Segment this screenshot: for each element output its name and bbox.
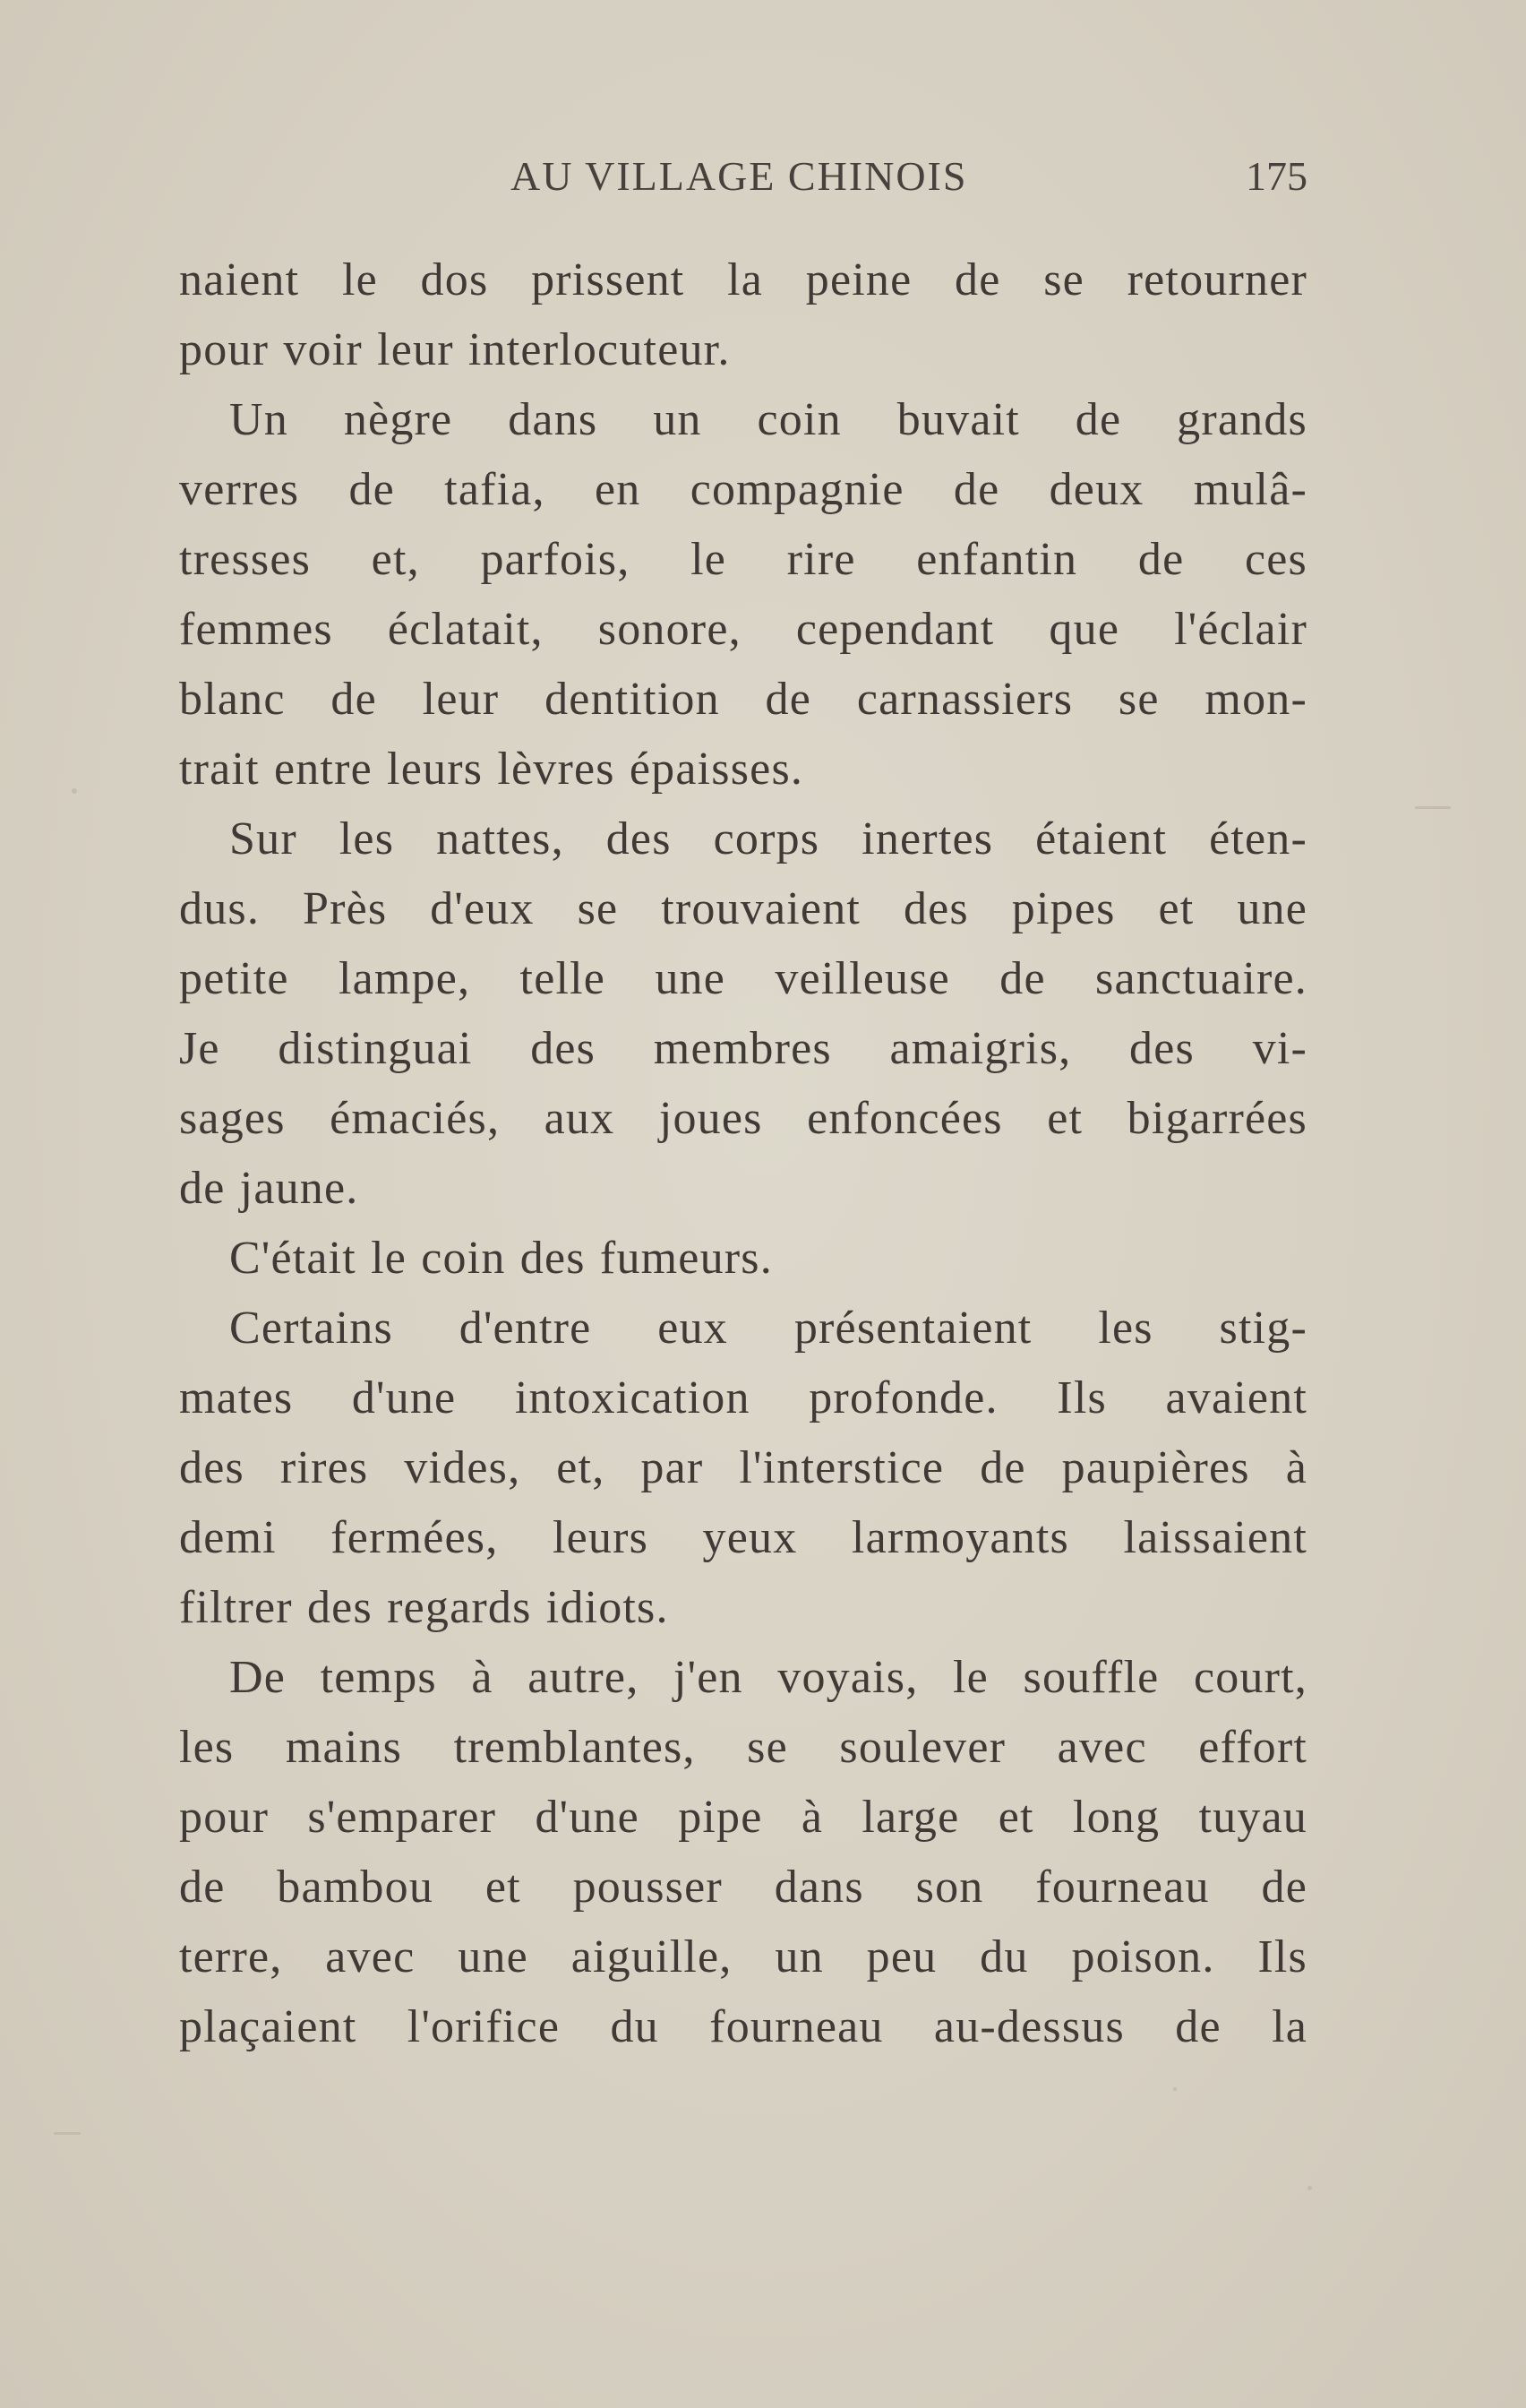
text-line: naient le dos prissent la peine de se retourner [179,254,1307,305]
text-line: verres de tafia, en compagnie de deux mulâ- [179,464,1307,515]
text-line: filtrer des regards idiots. [179,1582,669,1633]
text-line: Un nègre dans un coin buvait de grands [229,394,1307,445]
text-line: trait entre leurs lèvres épaisses. [179,744,804,795]
text-line: femmes éclatait, sonore, cependant que l'éclair [179,604,1307,655]
text-line: demi fermées, leurs yeux larmoyants laissaient [179,1512,1307,1563]
text-line: De temps à autre, j'en voyais, le souffle court, [229,1652,1307,1703]
paper-speck [1173,2087,1177,2091]
paper-speck [1415,806,1451,809]
text-line: Certains d'entre eux présentaient les stig- [229,1303,1307,1354]
text-line: sages émaciés, aux joues enfoncées et bigarrées [179,1093,1307,1144]
text-line: de jaune. [179,1163,359,1214]
paper-speck [1307,2186,1312,2190]
text-line: de bambou et pousser dans son fourneau de [179,1862,1307,1913]
running-head [179,152,1307,215]
text-line: petite lampe, telle une veilleuse de sanctuaire. [179,953,1307,1004]
body-text [179,245,1307,2062]
text-line: Sur les nattes, des corps inertes étaient éten- [229,813,1307,864]
paper-speck [54,2132,81,2135]
text-line: blanc de leur dentition de carnassiers se mon- [179,674,1307,725]
running-title: AU VILLAGE CHINOIS [510,153,968,199]
text-line: Je distinguai des membres amaigris, des vi- [179,1023,1307,1074]
text-line: dus. Près d'eux se trouvaient des pipes et une [179,883,1307,934]
text-line: les mains tremblantes, se soulever avec effort [179,1722,1307,1773]
page-number: 175 [1246,153,1307,199]
text-line: pour s'emparer d'une pipe à large et long tuyau [179,1792,1307,1843]
text-line: pour voir leur interlocuteur. [179,324,731,375]
text-line: des rires vides, et, par l'interstice de paupières à [179,1442,1307,1493]
text-line: tresses et, parfois, le rire enfantin de ces [179,534,1307,585]
text-line: C'était le coin des fumeurs. [229,1233,773,1284]
text-line: mates d'une intoxication profonde. Ils avaient [179,1372,1307,1423]
paper-speck [72,788,77,794]
text-line: plaçaient l'orifice du fourneau au-dessus de la [179,2001,1307,2052]
text-line: terre, avec une aiguille, un peu du poison. Ils [179,1931,1307,1982]
